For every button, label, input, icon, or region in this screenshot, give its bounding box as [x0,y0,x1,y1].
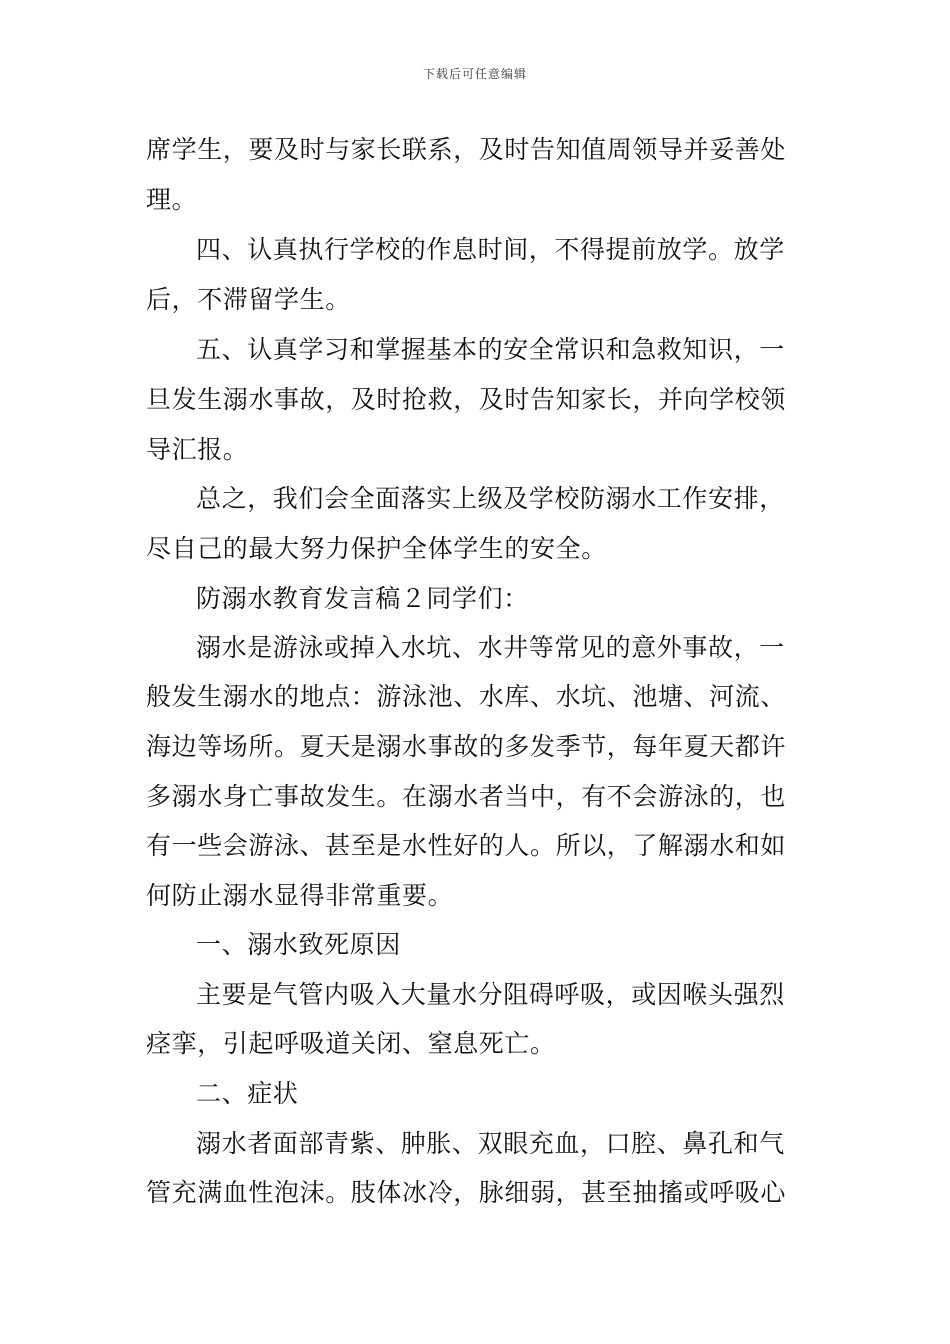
text-line: 般发生溺水的地点：游泳池、水库、水坑、池塘、河流、 [146,682,787,711]
text-line: 多溺水身亡事故发生。在溺水者当中，有不会游泳的，也 [146,782,787,811]
text-line: 痉挛，引起呼吸道关闭、窒息死亡。 [146,1029,556,1058]
text-line: 导汇报。 [146,435,249,464]
text-line: 五、认真学习和掌握基本的安全常识和急救知识，一 [196,335,785,364]
text-line: 主要是气管内吸入大量水分阻碍呼吸，或因喉头强烈 [196,980,785,1009]
text-line: 旦发生溺水事故，及时抢救，及时告知家长，并向学校领 [146,385,787,414]
text-line: 二、症状 [196,1079,299,1108]
text-line: 防溺水教育发言稿２同学们： [196,584,529,613]
text-line: 总之，我们会全面落实上级及学校防溺水工作安排， [196,484,785,513]
text-line: 席学生，要及时与家长联系，及时告知值周领导并妥善处 [146,135,787,164]
text-line: 海边等场所。夏天是溺水事故的多发季节，每年夏天都许 [146,732,787,761]
text-line: 一、溺水致死原因 [196,930,401,959]
text-line: 理。 [146,185,198,214]
text-line: 尽自己的最大努力保护全体学生的安全。 [146,534,607,563]
text-line: 有一些会游泳、甚至是水性好的人。所以，了解溺水和如 [146,831,787,860]
page-header: 下载后可任意编辑 [422,67,527,81]
text-line: 溺水者面部青紫、肿胀、双眼充血，口腔、鼻孔和气 [196,1129,785,1158]
text-line: 溺水是游泳或掉入水坑、水井等常见的意外事故，一 [196,633,785,662]
text-line: 管充满血性泡沫。肢体冰冷，脉细弱，甚至抽搐或呼吸心 [146,1178,787,1207]
text-line: 后，不滞留学生。 [146,285,351,314]
text-line: 四、认真执行学校的作息时间，不得提前放学。放学 [196,235,785,264]
text-line: 何防止溺水显得非常重要。 [146,881,454,910]
